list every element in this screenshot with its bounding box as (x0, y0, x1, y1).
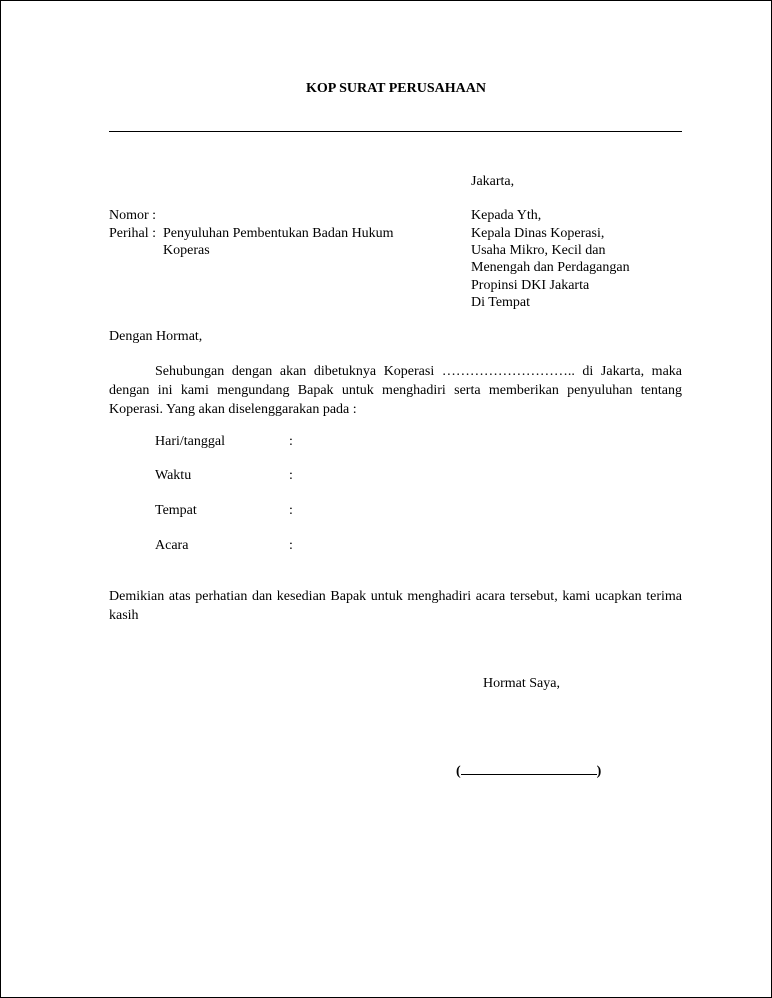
perihal-line-1: Penyuluhan Pembentukan Badan Hukum (163, 226, 394, 241)
place-date: Jakarta, (471, 174, 515, 189)
greeting: Dengan Hormat, (109, 329, 203, 344)
schedule-label: Hari/tanggal (155, 434, 225, 449)
schedule-colon: : (289, 503, 293, 518)
perihal-line-2: Koperas (163, 243, 210, 258)
recipient-line: Kepada Yth, (471, 208, 542, 223)
schedule-colon: : (289, 434, 293, 449)
recipient-line: Di Tempat (471, 295, 531, 310)
schedule-label: Waktu (155, 468, 192, 483)
signature-close-paren: ) (596, 764, 602, 779)
signature-open-paren: ( (456, 764, 461, 779)
signoff: Hormat Saya, (483, 676, 560, 691)
letterhead-divider (109, 131, 682, 132)
schedule-colon: : (289, 468, 293, 483)
body-paragraph: Sehubungan dengan akan dibetuknya Koperasi ……………………….. di Jakarta, maka dengan ini kami mengundang Bapak untuk menghadiri serta memberikan penyuluhan tentang Koperasi. Yang akan diselenggarakan pada : (109, 364, 682, 417)
recipient-line: Usaha Mikro, Kecil dan (471, 243, 606, 258)
recipient-line: Propinsi DKI Jakarta (471, 278, 590, 293)
perihal-label: Perihal : (109, 226, 157, 241)
signature-line (456, 761, 601, 780)
letterhead-title: KOP SURAT PERUSAHAAN (306, 81, 486, 96)
schedule-label: Tempat (155, 503, 197, 518)
closing-paragraph: Demikian atas perhatian dan kesedian Bapak untuk menghadiri acara tersebut, kami ucapkan terima kasih (109, 589, 682, 623)
schedule-colon: : (289, 538, 293, 553)
nomor-label: Nomor : (109, 208, 157, 223)
recipient-line: Kepala Dinas Koperasi, (471, 226, 605, 241)
recipient-line: Menengah dan Perdagangan (471, 260, 630, 275)
signature-blank (461, 761, 597, 775)
schedule-label: Acara (155, 538, 189, 553)
